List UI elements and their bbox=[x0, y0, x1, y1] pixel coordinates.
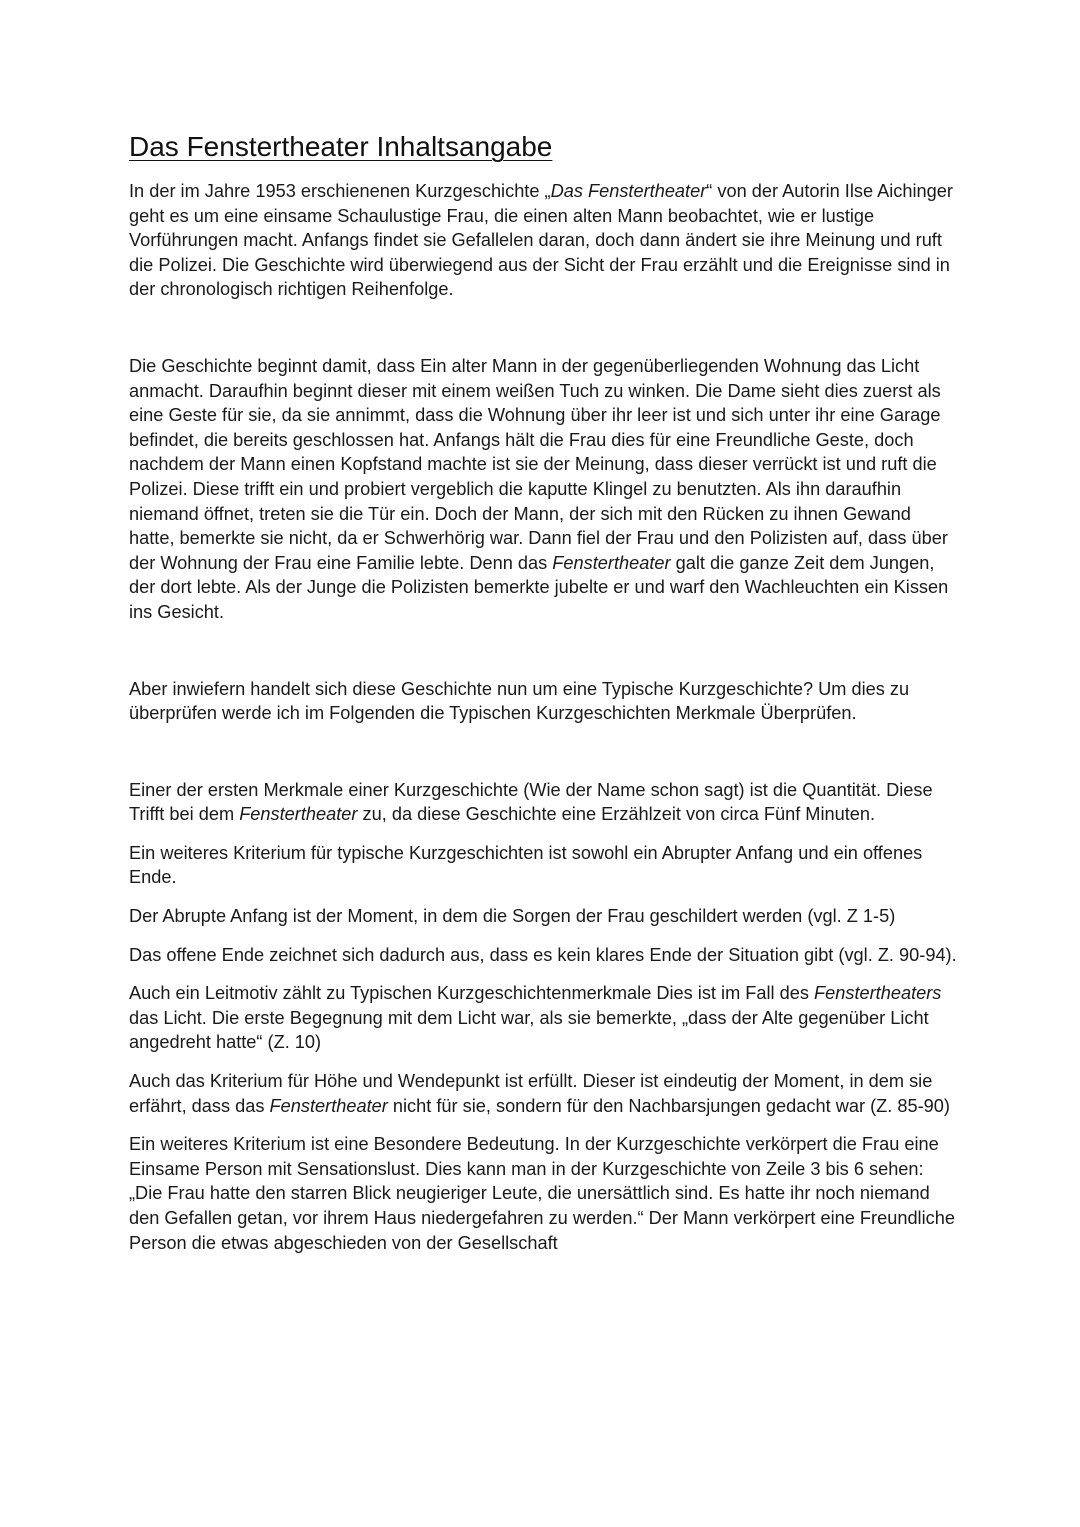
paragraph-leitmotif bbox=[129, 981, 961, 1055]
text-run: “ von der Autorin Ilse Aichinger geht es um eine einsame Schaulustige Frau, die einen alten Mann beobachtet, wie er lustige Vorführungen macht. Anfangs findet sie Gefallelen daran, doch dann ändert sie ihre Meinung und ruft die Polizei. Die Geschichte wird überwiegend aus der Sicht der Frau erzählt und die Ereignisse sind in der chronologisch richtigen Reihenfolge. bbox=[129, 181, 953, 300]
paragraph-abrupt-start bbox=[129, 904, 961, 929]
text-run: Die Geschichte beginnt damit, dass Ein alter Mann in der gegenüberliegenden Wohnung das Licht anmacht. Daraufhin beginnt dieser mit einem weißen Tuch zu winken. Die Dame sieht dies zuerst als eine Geste für sie, da sie annimmt, dass die Wohnung über ihr leer ist und sich unter ihr eine Garage befindet, die bereits geschlossen hat. Anfangs hält die Frau dies für eine Freundliche Geste, doch nachdem der Mann einen Kopfstand machte ist sie der Meinung, dass dieser verrückt ist und ruft die Polizei. Diese trifft ein und probiert vergeblich die kaputte Klingel zu benutzten. Als ihn daraufhin niemand öffnet, treten sie die Tür ein. Doch der Mann, der sich mit den Rücken zu ihnen Gewand hatte, bemerkte sie nicht, da er Schwerhörig war. Dann fiel der Frau und den Polizisten auf, dass über der Wohnung der Frau eine Familie lebte. Denn das bbox=[129, 355, 948, 573]
text-run-italic: Fenstertheater bbox=[239, 804, 358, 825]
text-run: das Licht. Die erste Begegnung mit dem Licht war, als sie bemerkte, „dass der Alte gegenüber Licht angedreht hatte“ (Z. 10) bbox=[129, 1007, 929, 1053]
text-run: nicht für sie, sondern für den Nachbarsjungen gedacht war (Z. 85-90) bbox=[387, 1095, 950, 1116]
text-run: Der Abrupte Anfang ist der Moment, in dem die Sorgen der Frau geschildert werden (vgl. Z 1-5) bbox=[129, 906, 896, 927]
paragraph-summary-intro bbox=[129, 179, 961, 302]
text-run-italic: Fenstertheaters bbox=[814, 983, 942, 1004]
text-run: Aber inwiefern handelt sich diese Geschichte nun um eine Typische Kurzgeschichte? Um dies zu überprüfen werde ich im Folgenden die Typischen Kurzgeschichten Merkmale Überprüfen. bbox=[129, 678, 910, 724]
text-run: In der im Jahre 1953 erschienenen Kurzgeschichte „ bbox=[129, 181, 551, 201]
text-run: Ein weiteres Kriterium ist eine Besondere Bedeutung. In der Kurzgeschichte verkörpert die Frau eine Einsame Person mit Sensationslust. Dies kann man in der Kurzgeschichte von Zeile 3 bis 6 sehen: „Die Frau hatte den starren Blick neugieriger Leute, die unersättlich sind. Es hatte ihr noch niemand den Gefallen getan, vor ihrem Haus niedergefahren zu werden.“ Der Mann verkörpert eine Freundliche Person die etwas abgeschieden von der Gesellschaft bbox=[129, 1134, 955, 1253]
text-run-italic: Fenstertheater bbox=[269, 1095, 388, 1116]
text-run-italic: Das Fenstertheater bbox=[550, 181, 707, 201]
paragraph-plot bbox=[129, 354, 961, 625]
text-run: galt die ganze Zeit dem Jungen, der dort lebte. Als der Junge die Polizisten bemerkte jubelte er und warf den Wachleuchten ein Kissen ins Gesicht. bbox=[129, 552, 949, 622]
text-run: Das offene Ende zeichnet sich dadurch aus, dass es kein klares Ende der Situation gibt (vgl. Z. 90-94). bbox=[129, 944, 957, 965]
paragraph-turning-point bbox=[129, 1069, 961, 1118]
text-run: Einer der ersten Merkmale einer Kurzgeschichte (Wie der Name schon sagt) ist die Quantität. Diese Trifft bei dem bbox=[129, 779, 933, 825]
document-title: Das Fenstertheater Inhaltsangabe bbox=[129, 131, 553, 162]
document-page bbox=[129, 129, 961, 1255]
text-run: Auch das Kriterium für Höhe und Wendepunkt ist erfüllt. Dieser ist eindeutig der Moment, in dem sie erfährt, dass das bbox=[129, 1071, 933, 1116]
paragraph-question bbox=[129, 677, 961, 726]
paragraph-open-ending bbox=[129, 943, 961, 968]
text-run: Auch ein Leitmotiv zählt zu Typischen Kurzgeschichtenmerkmale Dies ist im Fall des bbox=[129, 983, 815, 1004]
paragraph-significance bbox=[129, 1132, 961, 1255]
text-run: zu, da diese Geschichte eine Erzählzeit von circa Fünf Minuten. bbox=[357, 804, 876, 825]
paragraph-beginning-ending bbox=[129, 841, 961, 890]
text-run-italic: Fenstertheater bbox=[552, 552, 671, 573]
paragraph-quantity bbox=[129, 778, 961, 827]
text-run: Ein weiteres Kriterium für typische Kurzgeschichten ist sowohl ein Abrupter Anfang und ein offenes Ende. bbox=[129, 842, 923, 888]
